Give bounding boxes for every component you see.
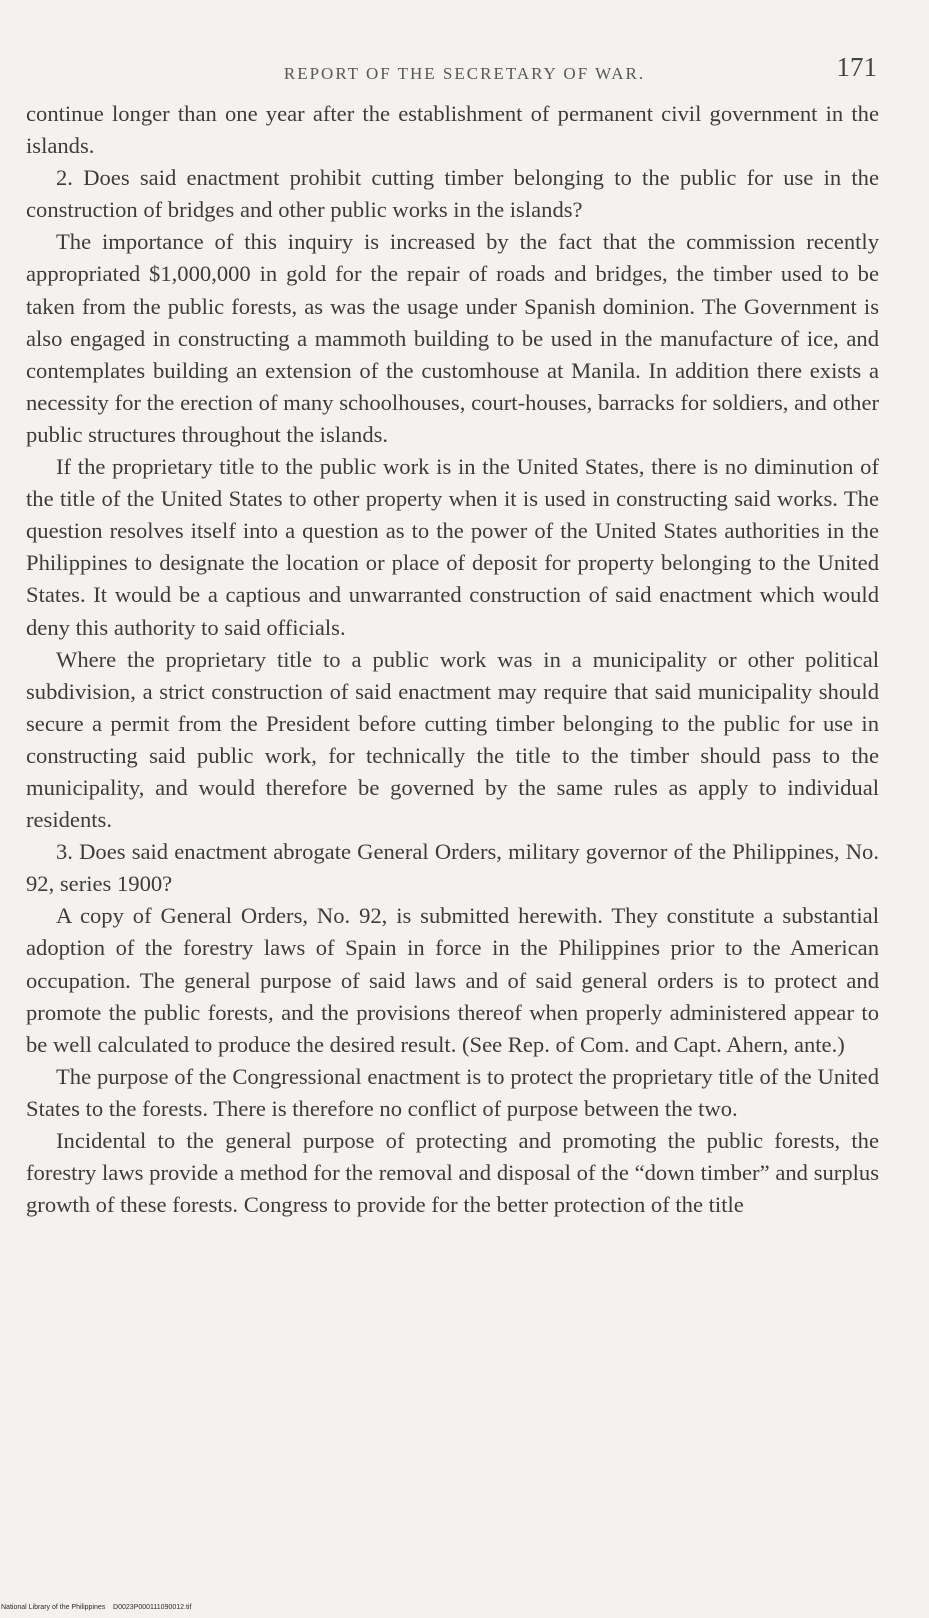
page-header <box>0 52 929 92</box>
paragraph: continue longer than one year after the establishment of permanent civil government in the islands. <box>26 101 879 159</box>
paragraph: A copy of General Orders, No. 92, is submitted herewith. They constitute a substantial adoption of the forestry laws of Spain in force in the Philippines prior to the American occupation. The general purpose of said laws and of said general orders is to protect and promote the public forests, and the provisions thereof when properly administered appear to be well calculated to produce the desired result. (See Rep. of Com. and Capt. Ahern, ante.) <box>26 903 879 1057</box>
paragraph: Where the proprietary title to a public work was in a municipality or other political subdivision, a strict construction of said enactment may require that said municipality should secure a permit from the President before cutting timber belonging to the public for use in constructing said public work, for technically the title to the timber should pass to the municipality, and would therefore be governed by the same rules as apply to individual residents. <box>26 646 879 833</box>
paragraph: 3. Does said enactment abrogate General Orders, military governor of the Philippines, No. 92, series 1900? <box>26 839 879 897</box>
paragraph: The importance of this inquiry is increased by the fact that the commission recently appropriated $1,000,000 in gold for the repair of roads and bridges, the timber used to be taken from the public forests, as was the usage under Spanish dominion. The Government is also engaged in constructing a mammoth building to be used in the manufacture of ice, and contemplates building an extension of the customhouse at Manila. In addition there exists a necessity for the erection of many schoolhouses, court-houses, barracks for soldiers, and other public structures throughout the islands. <box>26 229 879 447</box>
running-head: REPORT OF THE SECRETARY OF WAR. <box>283 64 646 83</box>
page-number: 171 <box>836 52 877 82</box>
body-text <box>26 98 879 1221</box>
scan-credit: National Library of the Philippines D0023P000111090012.tif <box>1 1604 192 1611</box>
paragraph: The purpose of the Congressional enactment is to protect the proprietary title of the United States to the forests. There is therefore no conflict of purpose between the two. <box>26 1063 879 1121</box>
paragraph: Incidental to the general purpose of protecting and promoting the public forests, the forestry laws provide a method for the removal and disposal of the “down timber” and surplus growth of these forests. Congress to provide for the better protection of the title <box>26 1128 879 1218</box>
paragraph: 2. Does said enactment prohibit cutting timber belonging to the public for use in the construction of bridges and other public works in the islands? <box>26 165 879 223</box>
paragraph: If the proprietary title to the public work is in the United States, there is no diminution of the title of the United States to other property when it is used in constructing said works. The question resolves itself into a question as to the power of the United States authorities in the Philippines to designate the location or place of deposit for property belonging to the United States. It would be a captious and unwarranted construction of said enactment which would deny this authority to said officials. <box>26 454 879 640</box>
